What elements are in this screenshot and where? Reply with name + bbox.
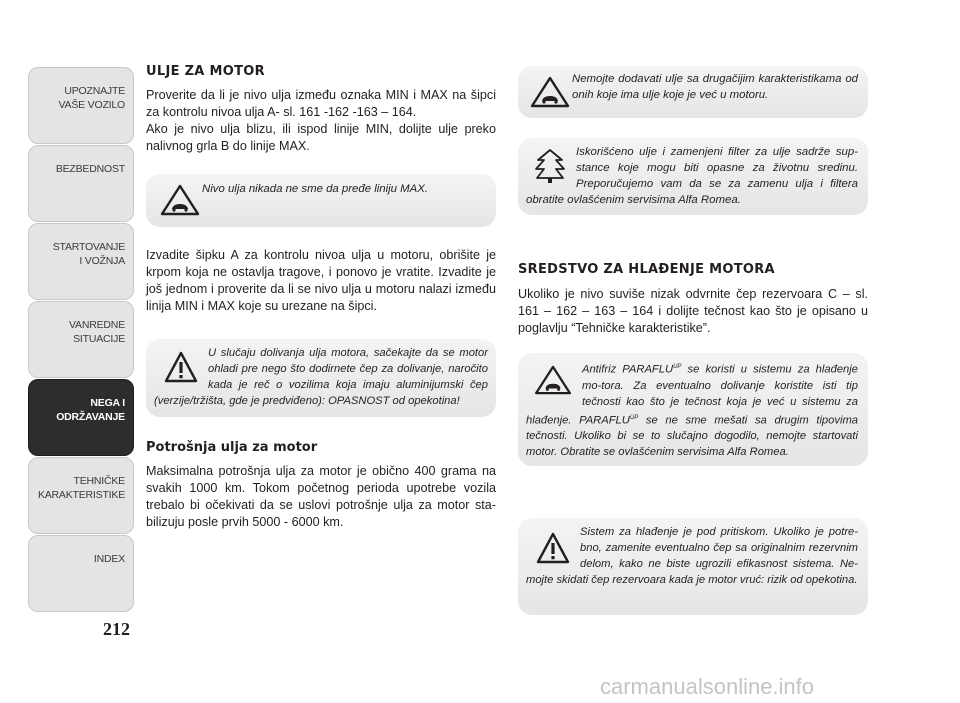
tab-index[interactable]: [28, 535, 134, 612]
note-text: U slučaju dolivanja ulja motora, sačekajte da se motor ohladi pre nego što dodirnete čep za dolivanje, naročito kada je reč o vozilima koja imaju aluminijumski čep (verzije/tržišta, gde je predviđeno): OPASNOST od opekotina!: [154, 347, 488, 407]
paragraph: Ukoliko je nivo suviše nizak odvrnite čep rezervoara C – sl. 161 – 162 – 163 – 164 i dolijte tečnost kao što je opisano u poglavlju “Tehničke karakteristike”.: [518, 287, 868, 335]
tab-label: UPOZNAJTE VAŠE VOZILO: [58, 85, 125, 111]
note-text-part: se ne sme mešati sa drugim tipovima tečnosti. Ukoliko bi se to slučajno dogodilo, nemojte startovati motor. Obratite se ovlašćenim servisima Alfa Romea.: [526, 414, 858, 459]
subsection-title-oil-consumption: Potrošnja ulja za motor: [146, 440, 318, 455]
warning-exclamation-icon: [536, 532, 570, 564]
right-column-coolant: [518, 262, 868, 337]
warning-exclamation-icon: [164, 351, 198, 383]
page-number: 212: [103, 619, 130, 639]
tab-vanredne-situacije[interactable]: [28, 301, 134, 378]
warning-note: [518, 66, 868, 118]
tree-environment-icon: [534, 148, 566, 184]
tab-label: NEGA I ODRŽAVANJE: [56, 397, 125, 423]
tab-label: BEZBEDNOST: [55, 163, 125, 175]
tab-nega-i-odrzavanje[interactable]: [28, 379, 134, 456]
paragraph: Maksimalna potrošnja ulja za motor je obično 400 grama na svakih 1000 km. Tokom početnog perioda upotrebe vozila trebalo bi očekivati da se uslovi potrošnje ulja za motor sta-bilizuju posle prvih 5000 - 6000 km.: [146, 464, 496, 529]
note-text: Nivo ulja nikada ne sme da pređe liniju MAX.: [202, 183, 429, 195]
superscript: UP: [629, 414, 639, 421]
warning-note: [518, 518, 868, 615]
caution-car-icon: [534, 365, 572, 395]
left-column-middle: [146, 247, 496, 315]
note-text: Sistem za hlađenje je pod pritiskom. Ukoliko je potre-bno, zamenite eventualno čep sa originalnim rezervnim delom, kako ne biste ugrozili efikasnost sistema. Ne-mojte skidati čep rezervoara kada je motor vruć: rizik od opekotina.: [526, 526, 858, 586]
paragraph: Proverite da li je nivo ulja između oznaka MIN i MAX na šipci za kontrolu nivoa ulja A- sl. 161 -162 -163 – 164.: [146, 88, 496, 119]
note-text-part: Antifriz PARAFLU: [582, 363, 674, 376]
left-column-bottom: [146, 440, 496, 531]
paragraph: Ako je nivo ulja blizu, ili ispod linije MIN, dolijte ulje preko nalivnog grla B do linije MAX.: [146, 122, 496, 153]
tab-label: INDEX: [93, 553, 125, 565]
note-text: [526, 359, 858, 460]
environment-note: [518, 138, 868, 215]
caution-car-icon: [530, 76, 570, 108]
paragraph: Izvadite šipku A za kontrolu nivoa ulja u motoru, obrišite je krpom koja ne ostavlja tragove, i ponovo je vratite. Izvadite je još jednom i proverite da li se nivo ulja u motoru nalazi između linija MIN i MAX koje su urezane na šipci.: [146, 248, 496, 313]
left-column: [146, 64, 496, 155]
tab-label: TEHNIČKE KARAKTERISTIKE: [37, 475, 125, 501]
note-text-part: se koristi u sistemu za hlađenje mo-tora. Za eventualno dolivanje koristite isti tip tečnosti kao što je tečnost koja je već u sistemu za hlađenje. PARAFLU: [526, 363, 858, 427]
section-title-coolant: SREDSTVO ZA HLAĐENJE MOTORA: [518, 262, 775, 277]
watermark-text: carmanualsonline.info: [600, 674, 815, 699]
tab-bezbednost[interactable]: [28, 145, 134, 222]
warning-note: [518, 353, 868, 466]
superscript: UP: [673, 364, 682, 370]
tab-label: VANREDNE SITUACIJE: [69, 319, 125, 345]
warning-note: [146, 339, 496, 417]
tab-tehnicke-karakteristike[interactable]: [28, 457, 134, 534]
note-text: Iskorišćeno ulje i zamenjeni filter za ulje sadrže sup-stance koje mogu biti opasne za životnu sredinu. Preporučujemo vam da se za zamenu ulja i filtera obratite ovlašćenim servisima Alfa Romea.: [526, 146, 858, 206]
section-title-engine-oil: ULJE ZA MOTOR: [146, 64, 265, 79]
warning-note: [146, 174, 496, 227]
tab-upoznajte-vase-vozilo[interactable]: [28, 67, 134, 144]
note-text: Nemojte dodavati ulje sa drugačijim karakteristikama od onih koje ima ulje koje je već u motoru.: [572, 73, 858, 101]
caution-car-icon: [160, 184, 200, 216]
tab-startovanje-i-voznja[interactable]: [28, 223, 134, 300]
tab-label: STARTOVANJE I VOŽNJA: [52, 241, 125, 267]
